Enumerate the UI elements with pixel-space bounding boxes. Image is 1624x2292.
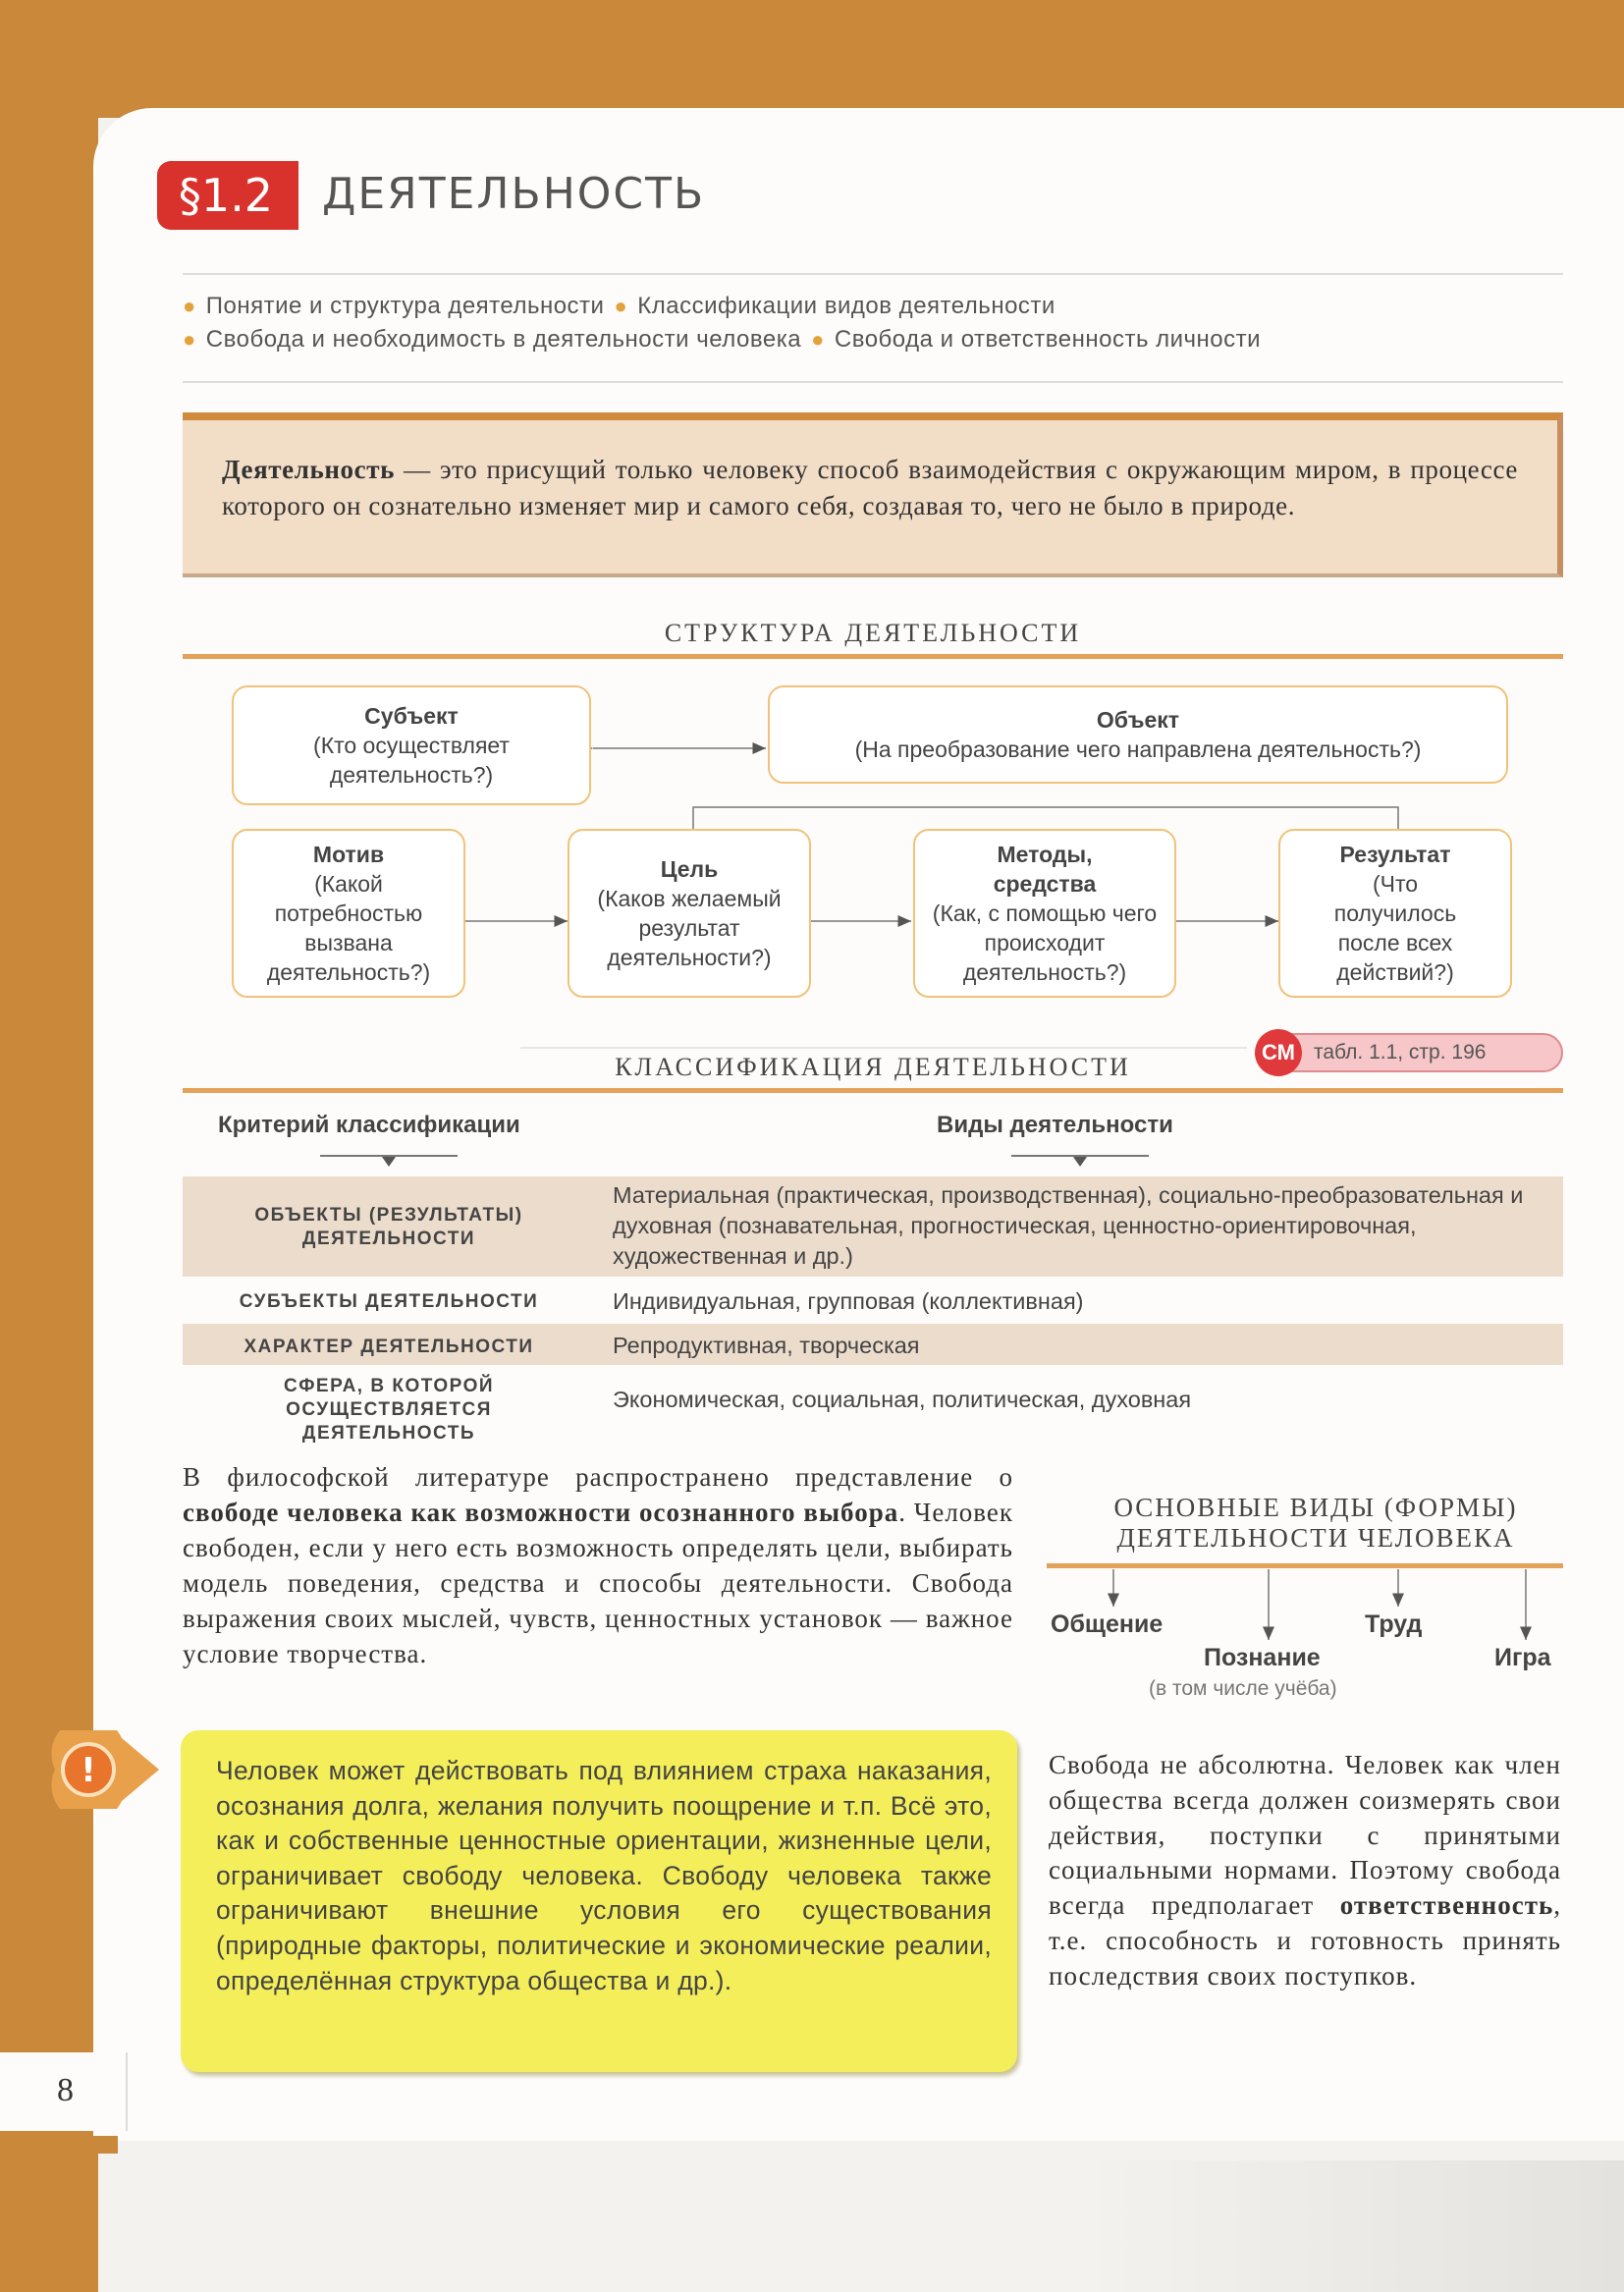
paragraph-emphasis: ответственность (1339, 1890, 1554, 1921)
node-head: Мотив (312, 842, 385, 867)
forms-title-line: ДЕЯТЕЛЬНОСТИ ЧЕЛОВЕКА (1116, 1523, 1515, 1553)
criterion-cell: СУБЪЕКТЫ ДЕЯТЕЛЬНОСТИ (239, 1291, 539, 1312)
form-play: Игра (1494, 1644, 1551, 1671)
form-cognition: Познание (1204, 1644, 1321, 1671)
paragraph-text: . Человек свободен, если у него есть возможность определять цели, выбирать модель поведения, средства и способы деятельности. Свобода выражения своих мыслей, чувств, ценностных установок — важное условие творчества. (183, 1498, 1013, 1668)
node-text: (Какой потребностью вызвана деятельность?) (266, 871, 431, 985)
column-header-criterion: Критерий классификации (218, 1112, 520, 1138)
svg-text:!: ! (81, 1751, 96, 1790)
types-cell: Репродуктивная, творческая (613, 1333, 920, 1358)
node-text: (Как, с помощью чего происходит деятельность?) (932, 900, 1158, 985)
section-badge: §1.2 (157, 161, 295, 230)
node-text: (Что получилось после всех действий?) (1333, 871, 1457, 985)
bullet-icon: ● (811, 327, 825, 352)
ref-text: табл. 1.1, стр. 196 (1314, 1041, 1487, 1064)
topic: Классификации видов деятельности (637, 293, 1056, 319)
node-head: Методы, средства (993, 842, 1097, 897)
node-text: (Каков желаемый результат деятельности?) (597, 886, 782, 970)
structure-title: СТРУКТУРА ДЕЯТЕЛЬНОСТИ (664, 619, 1082, 647)
callout-box (181, 1730, 1017, 2072)
topic: Свобода и ответственность личности (834, 326, 1262, 353)
paragraph-emphasis: свободе человека как возможности осознанного выбора (183, 1498, 899, 1527)
definition-term: Деятельность (222, 455, 395, 484)
definition-text: — это присущий только человеку способ взаимодействия с окружающим миром, в процессе которого он сознательно изменяет мир и самого себя, создавая то, чего не было в природе. (222, 455, 1518, 520)
topic: Понятие и структура деятельности (205, 293, 605, 319)
paragraph-text: Свобода не абсолютна. Человек как член общества всегда должен соизмерять свои действия, поступки с принятыми социальными нормами. Поэтому свобода всегда предполагает (1049, 1750, 1561, 1921)
node-head: Цель (660, 856, 719, 882)
topic: Свобода и необходимость в деятельности человека (205, 326, 802, 353)
classification-title: КЛАССИФИКАЦИЯ ДЕЯТЕЛЬНОСТИ (615, 1053, 1131, 1081)
node-text: (Кто осуществляет деятельность?) (313, 733, 510, 788)
forms-title-line: ОСНОВНЫЕ ВИДЫ (ФОРМЫ) (1113, 1493, 1518, 1522)
page-number-strip (0, 2136, 118, 2154)
form-communication: Общение (1051, 1610, 1164, 1638)
criterion-cell: ОБЪЕКТЫ (РЕЗУЛЬТАТЫ) ДЕЯТЕЛЬНОСТИ (254, 1205, 523, 1249)
bullet-icon: ● (614, 294, 628, 318)
types-cell: Экономическая, социальная, политическая, духовная (613, 1387, 1192, 1412)
callout-text: Человек может действовать под влиянием страха наказания, осознания долга, желания получить поощрение и т.п. Всё это, как и собственные ценностные ориентации, жизненные цели, ограничивает свободу человека. Свободу человека также ограничивают внешние условия его существования (природные факторы, политические и экономические реалии, определённая структура общества и др.). (216, 1756, 992, 1995)
form-labor: Труд (1365, 1610, 1423, 1638)
responsibility-paragraph (1049, 1748, 1561, 1994)
node-head: Результат (1339, 842, 1451, 867)
criterion-cell: ХАРАКТЕР ДЕЯТЕЛЬНОСТИ (244, 1337, 534, 1357)
paragraph-text: , т.е. способность и готовность принять последствия своих поступков. (1049, 1890, 1561, 1991)
paragraph-text: В философской литературе распространено представление о (183, 1462, 1013, 1492)
criterion-cell: СФЕРА, В КОТОРОЙ ОСУЩЕСТВЛЯЕТСЯ ДЕЯТЕЛЬНОСТЬ (283, 1376, 495, 1444)
cm-tag: СМ (1255, 1029, 1302, 1076)
types-cell: Индивидуальная, групповая (коллективная) (613, 1288, 1084, 1314)
node-head: Субъект (364, 703, 459, 729)
node-head: Объект (1096, 707, 1180, 733)
bullet-icon: ● (183, 327, 196, 352)
cognition-note: (в том числе учёба) (1149, 1677, 1337, 1700)
page-number: 8 (57, 2072, 74, 2108)
page-title: ДЕЯТЕЛЬНОСТЬ (322, 169, 706, 219)
bullet-icon: ● (183, 294, 196, 318)
column-header-types: Виды деятельности (937, 1112, 1173, 1138)
types-cell: Материальная (практическая, производственная), социально-преобразовательная и духовная (познавательная, прогностическая, ценностно-ориентировочная, художественная и др.) (613, 1182, 1524, 1269)
exclamation-icon (49, 1730, 167, 1809)
node-text: (На преобразование чего направлена деятельность?) (854, 737, 1422, 762)
